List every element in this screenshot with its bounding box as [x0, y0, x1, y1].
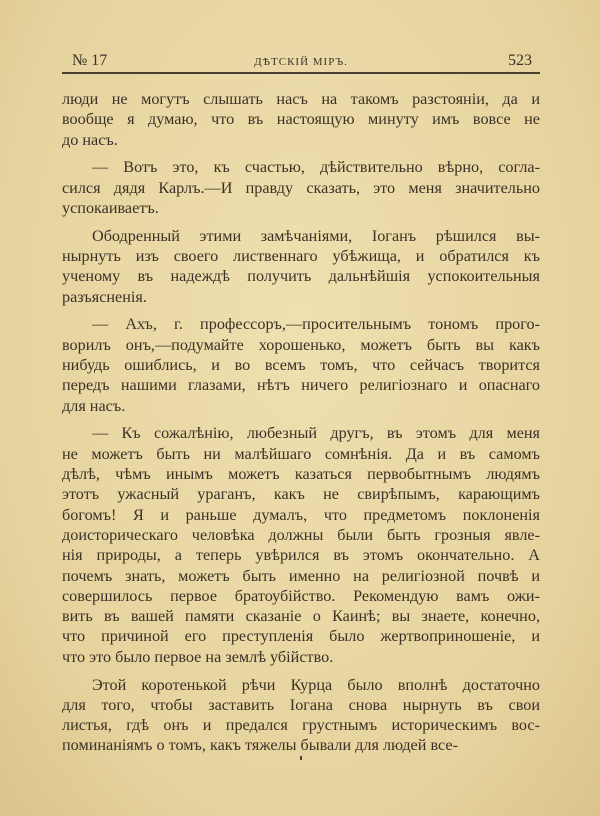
text-line: листья, гдѣ онъ и предался грустнымъ историческимъ вос- — [62, 716, 540, 735]
text-line: ученому въ надеждѣ получить дальнѣйшія успокоительныя — [62, 267, 540, 286]
paragraph — [62, 423, 540, 667]
text-line: что это было первое на землѣ убійство. — [62, 647, 334, 666]
text-line: сился дядя Карлъ.—И правду сказать, это меня значительно — [62, 178, 540, 197]
text-line: нибудь ошиблись, и во всемъ томъ, что сейчасъ творится — [62, 356, 540, 375]
text-line: разъясненія. — [62, 287, 147, 306]
text-line: почемъ знать, можетъ быть именно на религіозной почвѣ и — [62, 566, 540, 585]
paragraph — [62, 89, 540, 150]
text-line: — Вотъ это, къ счастью, дѣйствительно вѣрно, согла- — [92, 158, 540, 177]
text-line: что причиной его преступленія было жертвоприношеніе, и — [62, 627, 540, 646]
text-line: люди не могутъ слышать насъ на такомъ разстояніи, да и — [62, 90, 540, 108]
print-speck — [300, 756, 302, 760]
text-line: — Къ сожалѣнію, любезный другъ, въ этомъ для меня — [92, 424, 540, 443]
text-line: передъ нашими глазами, нѣтъ ничего религіознаго и опаснаго — [62, 376, 540, 395]
text-line: Этой коротенькой рѣчи Курца было вполнѣ достаточно — [92, 675, 540, 694]
text-line: вообще я думаю, что въ настоящую минуту имъ вовсе не — [62, 110, 540, 129]
text-line: богомъ! Я и раньше думалъ, что предметомъ поклоненія — [62, 505, 540, 524]
text-line: — Ахъ, г. профессоръ,—просительнымъ тономъ прого- — [92, 315, 540, 334]
text-line: дѣлѣ, чѣмъ инымъ можетъ казаться первобытнымъ людямъ — [62, 465, 540, 484]
page-body — [62, 89, 540, 763]
text-line: успокаиваетъ. — [62, 198, 159, 217]
paragraph — [62, 226, 540, 307]
paragraph — [62, 675, 540, 756]
text-line: для насъ. — [62, 396, 126, 415]
text-line: совершилось первое братоубійство. Рекомендую вамъ ожи- — [62, 586, 540, 605]
paragraph — [62, 157, 540, 218]
text-line: поминаніямъ о томъ, какъ тяжелы бывали для людей все- — [62, 736, 458, 755]
text-line: нырнуть изъ своего лиственнаго убѣжища, и обратился къ — [62, 247, 540, 266]
page-number: 523 — [508, 52, 532, 69]
text-line: нія природы, а теперь увѣрился въ этомъ окончательно. А — [62, 546, 540, 565]
running-header — [62, 50, 540, 74]
text-line: до насъ. — [62, 130, 118, 149]
text-line: доисторическаго человѣка должны были быть грозныя явле- — [62, 525, 540, 544]
text-line: вить въ вашей памяти сказаніе о Каинѣ; вы знаете, конечно, — [62, 607, 540, 626]
text-line: этотъ ужасный ураганъ, какъ не свирѣпымъ, карающимъ — [62, 485, 540, 504]
journal-title: ДѢТСКІЙ МІРЪ. — [254, 56, 348, 68]
text-line: Ободренный этими замѣчаніями, Іоганъ рѣшился вы- — [92, 226, 540, 245]
paragraph — [62, 314, 540, 415]
issue-number: № 17 — [72, 52, 108, 69]
text-line: ворилъ онъ,—подумайте хорошенько, можетъ быть вы какъ — [62, 335, 540, 354]
text-line: для того, чтобы заставить Іогана снова нырнуть въ свои — [62, 695, 540, 714]
text-line: не можетъ быть ни малѣйшаго сомнѣнія. Да и въ самомъ — [62, 444, 540, 463]
